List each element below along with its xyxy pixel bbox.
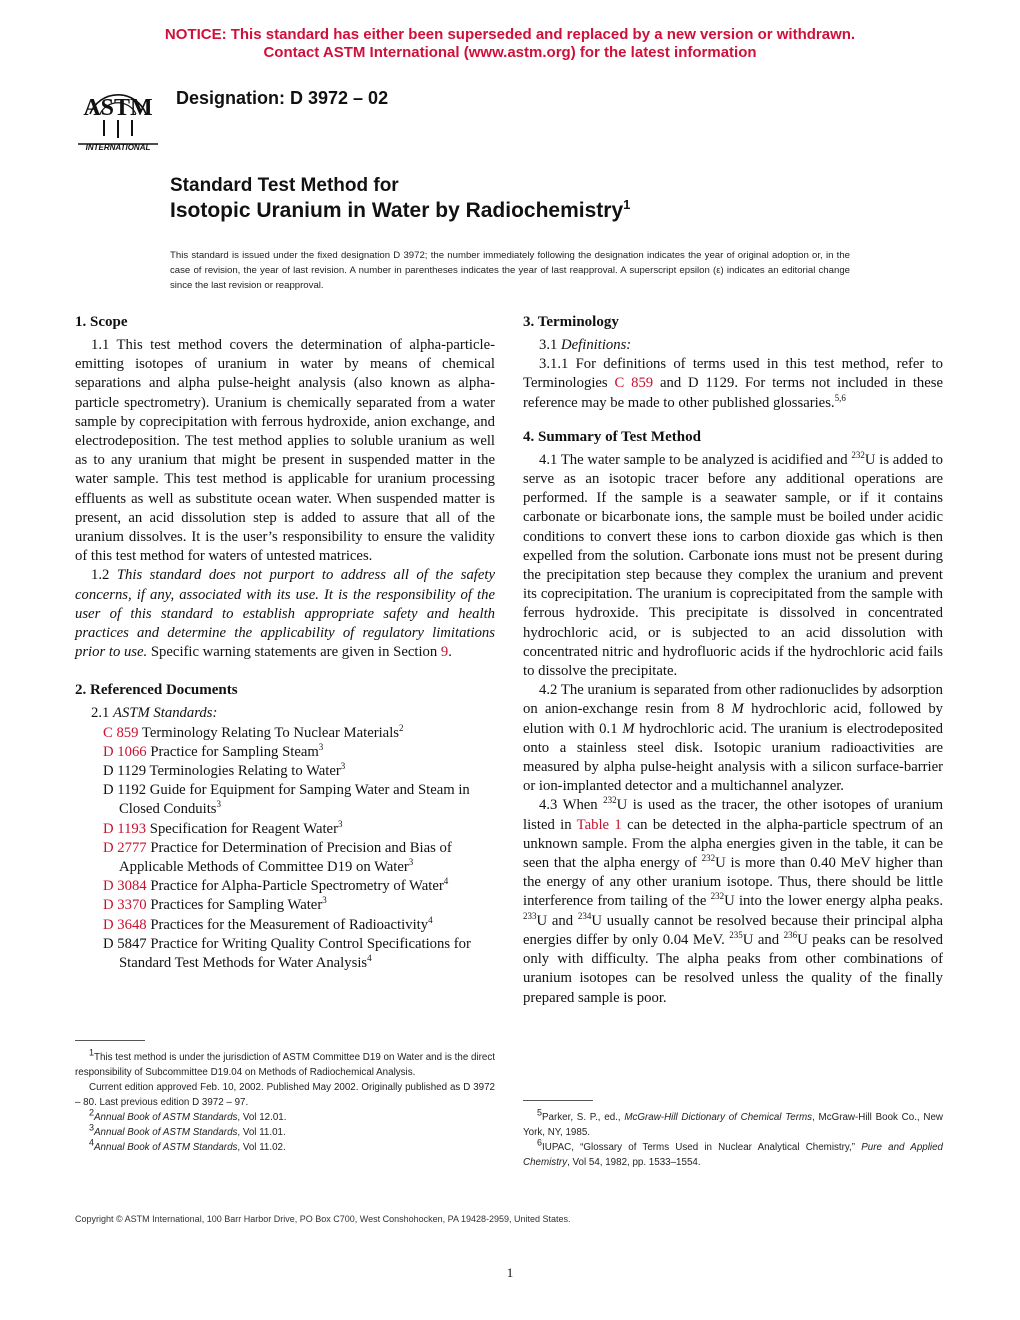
- footnote-1: $^1$This test method is under the jurisdiction of ASTM Committee D19 on Water and is the direct responsibility of Subcommittee D19.04 on Methods of Radiochemical Analysis.: [75, 1047, 495, 1078]
- referenced-document-item: [91, 781, 495, 819]
- referenced-documents-list: [75, 724, 495, 974]
- page-number: 1: [506, 1265, 514, 1280]
- preamble: This standard is issued under the fixed designation D 3972; the number immediately following the designation indicates the year of original adoption or, in the case of revision, the year of last revision. A number in parentheses indicates the year of last reapproval. A superscript epsilon (ε) indicates an editorial change since the last revision or reapproval.: [170, 250, 850, 291]
- footnote-2: $^2$Annual Book of ASTM Standards, Vol 12.01.: [89, 1107, 287, 1123]
- referenced-document-code[interactable]: D 3084: [103, 878, 147, 895]
- referenced-document-footnote-mark: 3: [216, 799, 222, 810]
- title-line-1: Standard Test Method for: [170, 175, 399, 196]
- referenced-document-footnote-mark: 2: [399, 722, 404, 733]
- footnote-5: $^5$Parker, S. P., ed., McGraw-Hill Dictionary of Chemical Terms, McGraw-Hill Book Co., New York, NY, 1985.: [523, 1107, 943, 1138]
- referenced-document-footnote-mark: 3: [322, 895, 327, 906]
- scope-paragraph-2: 1.2 This standard does not purport to address all of the safety concerns, if any, associated with its use. It is the responsibility of the user of this standard to establish appropriate safety and health practices and determine the applicability of regulatory limitations prior to use. Specific warning statements are given in Section 9.: [75, 567, 496, 661]
- superseded-notice: [0, 26, 1020, 62]
- footnote-1-edition: Current edition approved Feb. 10, 2002. Published May 2002. Originally published as D 3972 – 80. Last previous edition D 3972 – 97.: [75, 1082, 495, 1108]
- summary-paragraph-2: 4.2 The uranium is separated from other radionuclides by adsorption on anion-exchange resin from 8 M hydrochloric acid, followed by elution with 0.1 M hydrochloric acid. The uranium is electrodeposited onto a stainless steel disk. Isotopic uranium radioactivities are measured by alpha pulse-height analysis with a silicon surface-barrier or ion-implanted detector and a multichannel analyzer.: [523, 682, 944, 795]
- referenced-document-code[interactable]: D 3648: [103, 916, 147, 933]
- referenced-document-title: Terminologies Relating to Water: [149, 763, 341, 780]
- referenced-document-code: D 1129: [103, 763, 147, 780]
- section-2-heading: 2. Referenced Documents: [75, 682, 238, 699]
- section-3-heading: 3. Terminology: [523, 314, 619, 330]
- referenced-document-code[interactable]: D 2777: [103, 839, 147, 856]
- footnote-6: $^6$IUPAC, “Glossary of Terms Used in Nuclear Analytical Chemistry,” Pure and Applied Chemistry, Vol 54, 1982, pp. 1533–1554.: [523, 1137, 943, 1168]
- summary-paragraph-3: 4.3 When $^{232}$U is used as the tracer, the other isotopes of uranium listed in Table 1 can be detected in the alpha-particle spectrum of an unknown sample. From the alpha energies given in the table, it can be seen that the alpha energy of $^{232}$U is more than 0.40 MeV higher than the energy of any other uranium isotope. Thus, there should be little interference from tailing of the $^{232}$U into the lower energy alpha peaks. $^{233}$U and $^{234}$U usually cannot be resolved because their principal alpha energies differ by only 0.04 MeV. $^{235}$U and $^{236}$U peaks can be resolved only with difficulty. The alpha peaks from other combinations of uranium isotopes can be resolved unless the quality of the finally prepared sample is poor.: [523, 795, 944, 1006]
- left-column: [75, 312, 495, 973]
- referenced-document-footnote-mark: 3: [408, 857, 414, 868]
- footnote-4: $^4$Annual Book of ASTM Standards, Vol 11.02.: [89, 1137, 286, 1153]
- right-footnote-rule: [523, 1100, 593, 1101]
- referenced-document-code[interactable]: D 1066: [103, 743, 147, 760]
- referenced-document-title: Practices for Sampling Water: [150, 897, 323, 914]
- footnote-3: $^3$Annual Book of ASTM Standards, Vol 11.01.: [89, 1122, 286, 1138]
- referenced-document-title: Guide for Equipment for Samping Water and Steam in Closed Conduits: [119, 782, 470, 818]
- logo-subtext: INTERNATIONAL: [85, 143, 151, 152]
- referenced-document-item: [91, 724, 495, 743]
- c859-link[interactable]: C 859: [614, 375, 654, 392]
- referenced-document-item: [91, 743, 495, 762]
- table-1-link[interactable]: Table 1: [576, 816, 622, 833]
- referenced-document-code[interactable]: D 3370: [103, 897, 147, 914]
- referenced-document-item: [91, 896, 495, 915]
- summary-paragraph-1: 4.1 The water sample to be analyzed is acidified and $^{232}$U is added to serve as an isotopic tracer before any additional operations are performed. If the sample is a seawater sample, or if it contains carbonate or bicarbonate ions, the sample must be boiled under acidic conditions to convert these ions to carbon dioxide gas which is then expelled from the solution. Carbonate ions must not be present during the precipitation step because they complex the uranium and prevent its coprecipitation. The uranium is coprecipitated from the sample with ferrous hydroxide. This precipitate is dissolved in concentrated hydrochloric acid, or is subjected to an acid dissolution with concentrated nitric and hydrofluoric acids if the hydrochloric acid fails to dissolve the precipitate.: [523, 449, 943, 680]
- copyright: Copyright © ASTM International, 100 Barr Harbor Drive, PO Box C700, West Conshohocken, PA 19428-2959, United States.: [75, 1214, 571, 1224]
- designation: Designation: D 3972 – 02: [176, 88, 389, 108]
- referenced-document-footnote-mark: 4: [443, 876, 449, 887]
- referenced-document-code: D 1192: [103, 782, 147, 799]
- referenced-document-title: Practice for Sampling Steam: [150, 743, 319, 760]
- right-column: [523, 312, 943, 1008]
- right-footnotes: [523, 1107, 943, 1170]
- terminology-paragraph: 3.1.1 For definitions of terms used in this test method, refer to Terminologies C 859 and D 1129. For terms not included in these reference may be made to other published glossaries.$^{5,6}$: [523, 356, 944, 411]
- logo-text: ASTM: [83, 95, 153, 121]
- referenced-document-code: D 5847: [103, 935, 147, 952]
- section-1-heading: 1. Scope: [75, 314, 128, 330]
- referenced-document-title: Practices for the Measurement of Radioactivity: [150, 916, 429, 933]
- referenced-document-item: [91, 839, 495, 877]
- referenced-document-title: Practice for Writing Quality Control Specifications for Standard Test Methods for Water Analysis: [119, 935, 471, 972]
- referenced-document-item: [91, 820, 495, 839]
- notice-line-1: NOTICE: This standard has either been superseded and replaced by a new version or withdrawn.: [164, 26, 856, 43]
- title-footnote-mark: 1: [623, 197, 631, 212]
- referenced-document-item: [91, 762, 495, 781]
- referenced-document-code[interactable]: C 859: [103, 724, 139, 741]
- notice-line-2: Contact ASTM International (www.astm.org) for the latest information: [263, 44, 757, 61]
- referenced-document-footnote-mark: 3: [318, 741, 324, 752]
- referenced-document-item: [91, 877, 495, 896]
- referenced-document-item: [91, 916, 495, 935]
- left-footnotes: [75, 1047, 495, 1155]
- referenced-document-title: Terminology Relating To Nuclear Materials: [141, 724, 400, 741]
- referenced-document-title: Practice for Determination of Precision and Bias of Applicable Methods of Committee D19 on Water: [119, 839, 452, 876]
- referenced-document-footnote-mark: 3: [340, 761, 346, 772]
- section-9-link[interactable]: 9: [440, 644, 449, 661]
- referenced-document-footnote-mark: 4: [367, 953, 372, 964]
- referenced-document-title: Practice for Alpha-Particle Spectrometry of Water: [150, 878, 444, 895]
- referenced-document-item: [91, 935, 495, 973]
- title-text: Isotopic Uranium in Water by Radiochemistry: [170, 199, 624, 222]
- definitions-intro: 3.1 Definitions:: [539, 337, 632, 353]
- astm-standards-intro: 2.1 ASTM Standards:: [91, 705, 218, 722]
- referenced-document-title: Specification for Reagent Water: [149, 820, 338, 837]
- referenced-document-footnote-mark: 4: [428, 914, 433, 925]
- referenced-document-footnote-mark: 3: [337, 818, 343, 829]
- section-4-heading: 4. Summary of Test Method: [523, 428, 701, 445]
- left-footnote-rule: [75, 1040, 145, 1041]
- scope-paragraph-1: 1.1 This test method covers the determination of alpha-particle-emitting isotopes of uranium in water by means of chemical separations and alpha pulse-height analysis (also known as alpha-particle spectrometry). Uranium is chemically separated from a water sample by coprecipitation with ferrous hydroxide, anion exchange, and electrodeposition. The test method applies to soluble uranium as well as to any uranium that might be present in suspended matter in the water sample. This test method is applicable for uranium processing effluents as well as substitute ocean water. When suspended matter is present, an acid dissolution step is added to assure that all of the uranium dissolves. It is the user’s responsibility to ensure the validity of this test method for waters of untested matrices.: [75, 337, 495, 565]
- referenced-document-code[interactable]: D 1193: [103, 820, 147, 837]
- astm-logo: [76, 74, 160, 152]
- title-line-2: [170, 199, 630, 223]
